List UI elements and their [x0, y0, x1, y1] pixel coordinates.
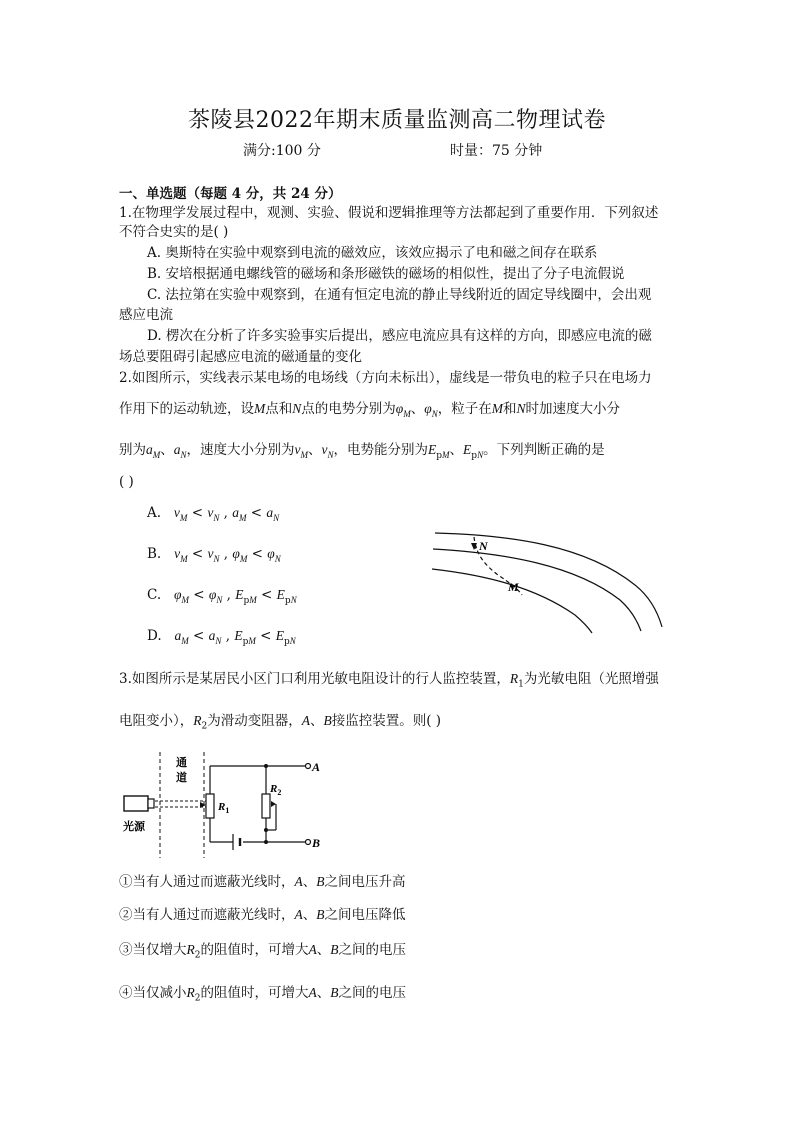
q1-option-c-line1: C. 法拉第在实验中观察到，在通有恒定电流的静止导线附近的固定导线圈中，会出观 [147, 287, 652, 303]
passage-label-1: 通 [176, 757, 187, 769]
field-line-2 [433, 549, 641, 631]
q3-statement-4: ④当仅减小$R_2$的阻值时，可增大A、B之间的电压 [119, 985, 406, 1004]
r1-label: $R_1$ [218, 801, 230, 815]
terminal-a-label: A [312, 760, 321, 774]
q1-option-a: A. 奥斯特在实验中观察到电流的磁效应，该效应揭示了电和磁之间存在联系 [147, 245, 598, 261]
q2-option-a: A. $v_M < v_N$ , $a_M < a_N$ [147, 505, 280, 523]
q1-option-c-line2: 感应电流 [119, 307, 173, 323]
section-heading: 一、单选题（每题 4 分，共 24 分） [119, 186, 342, 202]
q2-option-d: D. $a_M < a_N$ , $E_{pM} < E_{pN}$ [147, 628, 296, 647]
q3-circuit-figure [118, 750, 338, 862]
page-title: 茶陵县2022年期末质量监测高二物理试卷 [188, 108, 606, 133]
field-line-1 [435, 533, 662, 627]
terminal-b-label: B [312, 836, 321, 850]
q2-option-b: B. $v_M < v_N$ , $\varphi_M < \varphi_N$ [147, 546, 281, 564]
q2-stem-line2: 作用下的运动轨迹，设M点和N点的电势分别为$\varphi_M$、$\varphi_N$，粒子在M和N时加速度大小分 [119, 401, 620, 419]
q1-option-b: B. 安培根据通电螺线管的磁场和条形磁铁的磁场的相似性，提出了分子电流假说 [147, 266, 625, 282]
q3-statement-3: ③当仅增大$R_2$的阻值时，可增大A、B之间的电压 [119, 942, 406, 961]
q2-stem-line4: ( ) [119, 474, 134, 490]
light-source-label: 光源 [123, 821, 145, 833]
passage-label-2: 道 [176, 772, 187, 784]
terminal-b [306, 840, 311, 845]
q1-option-d-line1: D. 楞次在分析了许多实验事实后提出，感应电流应具有这样的方向，即感应电流的磁 [147, 328, 652, 344]
q1-option-d-line2: 场总要阻碍引起感应电流的磁通量的变化 [119, 349, 362, 365]
rheostat-slider [271, 801, 276, 807]
q3-stem-line1: 3.如图所示是某居民小区门口利用光敏电阻设计的行人监控装置，$R_1$为光敏电阻（光照增强 [119, 671, 659, 690]
exam-duration: 时量：75 分钟 [450, 143, 543, 159]
field-line-3 [432, 569, 592, 633]
q3-stem-line2: 电阻变小），$R_2$为滑动变阻器，A、B接监控装置。则( ) [119, 713, 442, 732]
q2-stem-line3: 别为$a_M$、$a_N$，速度大小分别为$v_M$、$v_N$，电势能分别为$E_{pM}$、$E_{pN}$。下列判断正确的是 [119, 442, 605, 461]
point-n-dot [473, 545, 477, 549]
q2-field-figure [430, 525, 670, 635]
q2-stem-line1: 2.如图所示，实线表示某电场的电场线（方向未标出），虚线是一带负电的粒子只在电场力 [119, 370, 652, 386]
q2-option-c: C. $\varphi_M < \varphi_N$ , $E_{pM} < E_{pN}$ [147, 587, 297, 606]
terminal-a [306, 764, 311, 769]
resistor-r1 [206, 794, 214, 818]
resistor-r2 [262, 794, 270, 818]
light-source-box [124, 796, 148, 811]
q1-stem-line2: 不符合史实的是( ) [119, 224, 229, 240]
q3-statement-1: ①当有人通过而遮蔽光线时，A、B之间电压升高 [119, 874, 406, 890]
full-score: 满分:100 分 [243, 143, 321, 159]
q3-statement-2: ②当有人通过而遮蔽光线时，A、B之间电压降低 [119, 907, 406, 923]
r2-label: $R_2$ [270, 783, 282, 797]
q1-stem-line1: 1.在物理学发展过程中，观测、实验、假说和逻辑推理等方法都起到了重要作用．下列叙述 [119, 205, 659, 221]
label-n: N [479, 539, 488, 553]
label-m: M [508, 580, 519, 594]
